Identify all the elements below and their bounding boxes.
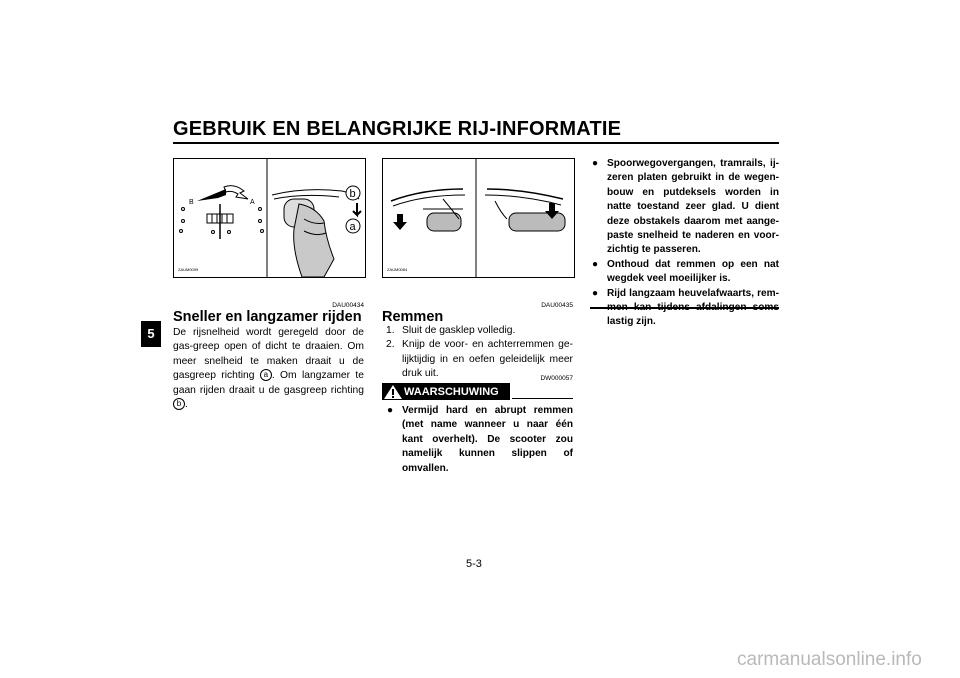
throttle-illustration: [174, 159, 365, 277]
section-code: DAU00435: [541, 302, 573, 309]
warning-list: [386, 404, 573, 476]
section-code: DAU00434: [332, 302, 364, 309]
section-heading: Remmen: [382, 309, 444, 325]
list-item: 1. Sluit de gasklep volledig.: [386, 325, 516, 336]
label-b: B: [189, 199, 194, 206]
steps-list: [386, 324, 573, 382]
section-paragraph: De rijsnelheid wordt geregeld door de gas-greep open of dicht te draaien. Om meer snelheid te maken draait u de gasgreep richting a . Om langzamer te gaan rijden draait u de gasgreep richting b .: [173, 327, 364, 411]
warning-label: WAARSCHUWING: [404, 385, 499, 398]
watermark: carmanualsonline.info: [737, 649, 922, 670]
list-item: ● Vermijd hard en abrupt remmen (met name wanneer u naar één kant overhelt). De scooter zou namelijk kunnen slippen of omvallen.: [387, 405, 573, 474]
list-item: 2. Knijp de voor- en achterremmen ge-lijktijdig in en oefen geleidelijk meer druk uit.: [386, 339, 573, 380]
section-heading: Sneller en langzamer rijden: [173, 309, 362, 325]
brake-illustration: [383, 159, 574, 277]
warning-badge: [382, 383, 510, 400]
page-title: GEBRUIK EN BELANGRIJKE RIJ-INFORMATIE: [173, 118, 622, 140]
warning-rule: [512, 398, 573, 399]
chapter-tab: 5: [141, 321, 161, 347]
section-end-rule: [590, 307, 779, 309]
caution-list: [591, 157, 779, 330]
callout-ref-b: b: [173, 398, 185, 410]
figure-code: ZAUM0084: [387, 267, 408, 272]
callout-ref-a: a: [260, 369, 272, 381]
list-item: ● Onthoud dat remmen op een nat wegdek veel moeilijker is.: [592, 258, 779, 285]
callout-a: a: [349, 221, 356, 233]
title-rule: [173, 142, 779, 144]
bullet-icon: ●: [592, 287, 599, 299]
figure-code: ZAUM0099: [178, 267, 199, 272]
list-item: ● Spoorwegovergangen, tramrails, ij-zeren platen gebruikt in de wegen-bouw en putdeksels worden in natte toestand zeer glad. U dient deze obstakels daarom met aange-paste snelheid te naderen en voor-zichtig te passeren.: [592, 158, 779, 256]
bullet-icon: ●: [387, 405, 394, 416]
brake-figure: [382, 158, 575, 278]
warning-code: DW000057: [540, 375, 573, 382]
page-number: 5-3: [466, 558, 482, 570]
bullet-icon: ●: [592, 258, 599, 270]
warning-triangle-icon: [382, 384, 404, 400]
callout-b: b: [349, 188, 356, 200]
bullet-icon: ●: [592, 158, 599, 169]
label-a: A: [250, 199, 255, 206]
list-item: ● Rijd langzaam heuvelafwaarts, rem- lastig zijn.: [592, 287, 779, 328]
throttle-figure: [173, 158, 366, 278]
